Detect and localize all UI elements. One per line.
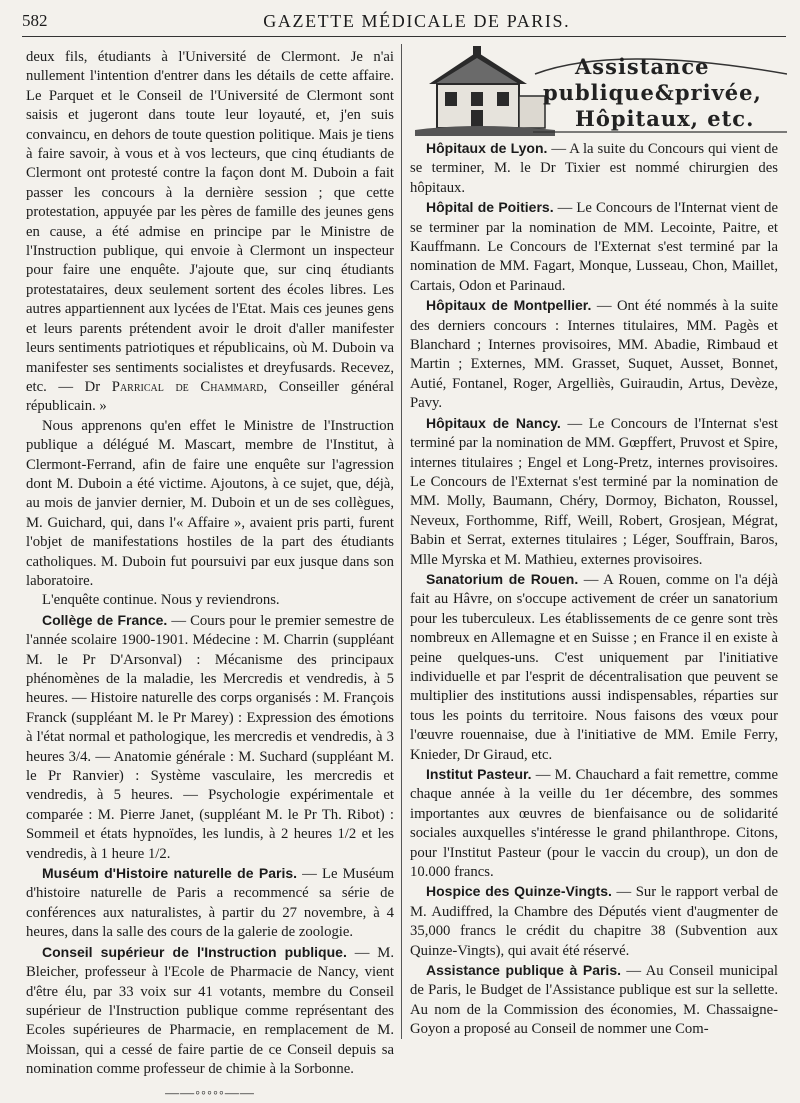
museum-heading: Muséum d'Histoire naturelle de Paris. [42,865,298,882]
paragraph-letter: deux fils, étudiants à l'Université de Clermont. Je n'ai nullement l'intention d'entrer dans les détails de cette affaire. Le Parquet et le Conseil de l'Université de Clermont sont saisis et jugeront dans toute leur loyauté, et, j'en suis convaincu, en dehors de toute question politique. Mais je tiens à faire savoir, à vous et à vos lecteurs, que cinq étudiants de Clermont ont protesté contre la façon dont M. Duboin a fait passer les concours à la dernière session ; que cette protestation, appuyée par les pères de famille des jeunes gens en cause, a été admise en principe par le Ministre de l'Instruction publique, qui envoie à Clermont un inspecteur pour faire une enquête. J'ajoute que, sur cinq étudiants protestataires, deux seulement sortent des écoles libres. Les autres appartiennent aux lycées de l'Etat. Mais ces jeunes gens et leurs parents prétendent avoir le droit d'aller manifester leurs sentiments patriotiques et républicains, où M. Duboin va manifester ses sentiments socialistes et dreyfusards. Recevez, etc. — Dr Parrical de Chammard, Conseiller général républicain. » [26,49,395,415]
journal-title: GAZETTE MÉDICALE DE PARIS. [263,10,571,31]
montpellier-section: Hôpitaux de Montpellier. — Ont été nommés à la suite des derniers concours : Internes titulaires, MM. Pagès et Blanchard ; Internes provisoires, MM. Abadie, Rimbaud et Martin ; Externes, MM. Grasset, Suquet, Ausset, Bonnet, Autié, Fontanel, Roger, Argelliès, Guiraudin, Artus, Devèze, Pavy. [410,297,778,412]
banner-line-2: publique&privée, [543,80,762,105]
signature: Parrical de Chammard, [111,378,268,395]
pasteur-heading: Institut Pasteur. [426,766,532,782]
montpellier-heading: Hôpitaux de Montpellier. [426,297,592,314]
nancy-section: Hôpitaux de Nancy. — Le Concours de l'Internat s'est terminé par la nomination de MM. Gœpffert, Pruvost et Spire, internes titulaires ; Engel et Long-Pretz, internes provisoires. Le Concours de l'Externat s'est terminé par la nomination de MM. Molly, Baumann, Chéry, Dormoy, Bichaton, Roussel, Neveux, Forthomme, Riff, Weill, Robert, Grosjean, Mégrat, Babin et Serrat, externes titulaires ; Léger, Souffrain, Baros, Mlle Myrska et M. Mathieu, externes provisoires. [410,414,778,568]
college-heading: Collège de France. [42,611,168,628]
page-number: 582 [22,11,48,30]
paragraph-continue: L'enquête continue. Nous y reviendrons. [42,592,280,609]
right-column [410,139,778,1039]
poitiers-section: Hôpital de Poitiers. — Le Concours de l'Internat vient de se terminer par la nomination de MM. Lecointe, Paitre, et Kauffmann. Le Concours de l'Externat s'est terminé par la nomination de MM. Fagart, Monque, Lusseau, Chon, Maillet, Cartais, Odon et Parinaud. [410,199,778,294]
conseil-section: Conseil supérieur de l'Instruction publique. — M. Bleicher, professeur à l'Ecole de Pharmacie de Nancy, vient d'être élu, par 33 voix sur 41 votants, membre du Conseil supérieur de l'Instruction publique comme représentant des Ecoles supérieures de Pharmacie, en remplacement de M. Moissan, qui a cessé de faire partie de ce Conseil depuis sa nomination comme professeur de chimie à la Sorbonne. [26,943,394,1078]
nancy-heading: Hôpitaux de Nancy. [426,414,561,431]
pasteur-section: Institut Pasteur. — M. Chauchard a fait remettre, comme chaque année à la veille du 1er décembre, des sommes importantes aux œuvres de bienfaisance ou de solidarité sociales auxquelles s'intéresse le grand philanthrope. Citons, pour l'Institut Pasteur (pour le vaccin du croup), un don de 10.000 francs. [410,766,778,881]
ornament-divider: ——◦◦◦◦◦—— [165,1085,255,1101]
column-divider [401,44,402,1039]
museum-section: Muséum d'Histoire naturelle de Paris. — Le Muséum d'histoire naturelle de Paris a recommencé sa série de conférences aux naturalistes, à partir du 27 novembre, à 4 heures, dans la salle des cours de la galerie de zoologie. [26,865,394,941]
lyon-heading: Hôpitaux de Lyon. [426,140,548,156]
lyon-section: Hôpitaux de Lyon. — A la suite du Concours qui vient de se terminer, M. le Dr Tixier est nommé chirurgien des hôpitaux. [410,140,779,196]
header-rule [22,36,786,37]
assistance-publique-heading: Assistance publique à Paris. [426,962,621,979]
section-banner [415,44,787,136]
paragraph-enquete: Nous apprenons qu'en effet le Ministre de l'Instruction publique a délégué M. Mascart, membre de l'Institut, à Clermont-Ferrand, afin de faire une enquête sur l'agression dont M. Duboin a été victime. Ajoutons, à ce sujet, que, déjà, au mois de janvier dernier, M. Duboin et un de ses collègues, M. Guichard, qui, dans l'« Affaire », avaient pris parti, furent l'objet de manifestations hostiles de la part des étudiants catholiques. M. Duboin fut poursuivi par eux jusque dans son laboratoire. [26,417,394,589]
conseil-heading: Conseil supérieur de l'Instruction publique. [42,943,347,960]
banner-line-3: Hôpitaux, etc. [575,106,755,131]
poitiers-heading: Hôpital de Poitiers. [426,199,554,216]
assistance-publique-section: Assistance publique à Paris. — Au Conseil municipal de Paris, le Budget de l'Assistance publique est sur la sellette. Au nom de la Commission des économies, M. Chassaigne-Goyon a proposé au Conseil de nommer une Com- [410,962,778,1038]
rouen-section: Sanatorium de Rouen. — A Rouen, comme on l'a déjà fait au Hâvre, on s'occupe activement de créer un sanatorium pour les tuberculeux. Les établissements de ce genre sont très nombreux en Allemagne et en Suisse ; en France il en existe à peine quelques-uns. C'est uniquement par l'initiative individuelle et par l'esprit de décentralisation que peuvent se multiplier des institutions aussi indispensables, réparties sur tous les points du territoire. Nous faisons des vœux pour l'œuvre rouennaise, due à l'initiative de MM. Emile Ferry, Knieder, Dr Giraud, etc. [410,570,778,763]
quinze-vingts-section: Hospice des Quinze-Vingts. — Sur le rapport verbal de M. Audiffred, la Chambre des Députés vient d'augmenter de 35,000 francs le crédit du chapitre 38 (Subvention aux Quinze-Vingts), qui avait été réservé. [410,883,778,959]
quinze-vingts-heading: Hospice des Quinze-Vingts. [426,883,612,900]
banner-line-1: Assistance [575,54,710,79]
college-section: Collège de France. — Cours pour le premier semestre de l'année scolaire 1900-1901. Médecine : M. Charrin (suppléant M. le Pr D'Arsonval) : Mécanisme des principaux phénomènes de la maladie, les Mercredis et vendredis, à 5 heures. — Histoire naturelle des corps organisés : M. François Franck (suppléant M. le Pr Marey) : Expression des émotions à l'état normal et pathologique, les mercredis et vendredis, à 3 heures 3/4. — Anatomie générale : M. Suchard (suppléant M. le Pr Ranvier) : Système vasculaire, les mercredis et vendredis, à 5 heures. — Psychologie expérimentale et comparée : M. Pierre Janet, (suppléant M. le Pr Th. Ribot) : Sommeil et états hypnoïdes, les lundis, à 2 heures 1/2 et les vendredis, à 1 heure 1/2. [26,611,395,862]
page-header [22,6,786,36]
rouen-heading: Sanatorium de Rouen. [426,570,579,587]
left-column [26,48,395,1101]
